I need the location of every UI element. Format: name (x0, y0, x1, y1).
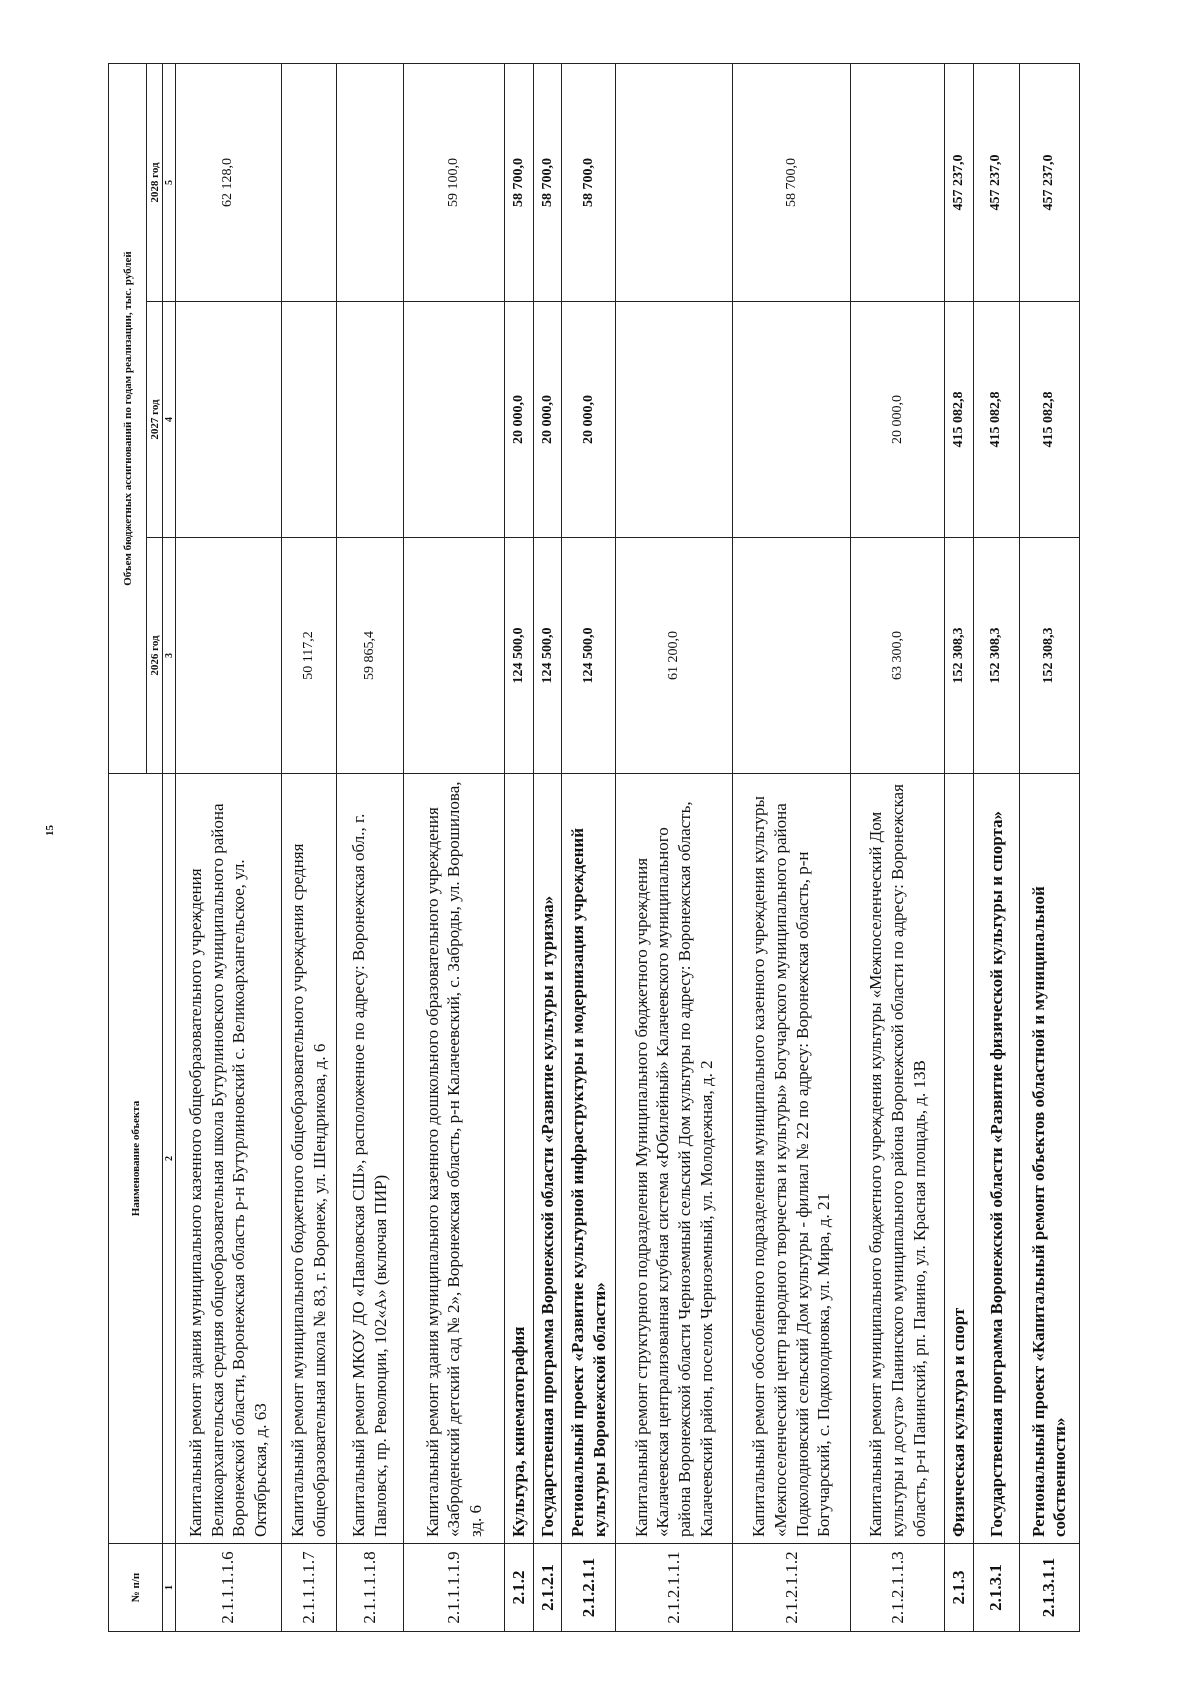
index-cell: 4 (163, 302, 176, 538)
table-row (733, 64, 850, 1632)
row-value-2028: 58 700,0 (533, 64, 562, 302)
table-row (533, 64, 562, 1632)
row-number: 2.1.1.1.1.7 (281, 1544, 336, 1632)
row-value-2028 (850, 64, 944, 302)
row-value-2027 (615, 302, 732, 538)
row-value-2028: 58 700,0 (505, 64, 534, 302)
row-value-2027 (733, 302, 850, 538)
row-value-2026: 124 500,0 (562, 538, 616, 774)
index-cell: 3 (163, 538, 176, 774)
row-number: 2.1.1.1.1.9 (404, 1544, 505, 1632)
table-row (505, 64, 534, 1632)
row-name: Государственная программа Воронежской области «Развитие физической культуры и спорта» (973, 774, 1019, 1544)
row-value-2026: 152 308,3 (945, 538, 974, 774)
row-number: 2.1.3.1.1 (1019, 1544, 1079, 1632)
row-value-2027 (176, 302, 282, 538)
table-row (562, 64, 616, 1632)
row-value-2027: 20 000,0 (562, 302, 616, 538)
table-row (1019, 64, 1079, 1632)
row-number: 2.1.2 (505, 1544, 534, 1632)
row-value-2027: 415 082,8 (973, 302, 1019, 538)
row-value-2028: 457 237,0 (1019, 64, 1079, 302)
header-year-2028: 2028 год (147, 64, 163, 302)
index-cell: 1 (163, 1544, 176, 1632)
row-value-2026: 124 500,0 (533, 538, 562, 774)
row-number: 2.1.2.1.1 (562, 1544, 616, 1632)
table-row (850, 64, 944, 1632)
row-value-2026: 50 117,2 (281, 538, 336, 774)
row-value-2026 (733, 538, 850, 774)
row-value-2027: 415 082,8 (1019, 302, 1079, 538)
index-cell: 5 (163, 64, 176, 302)
row-value-2026: 152 308,3 (1019, 538, 1079, 774)
row-name: Капитальный ремонт МКОУ ДО «Павловская СШ», расположенное по адресу: Воронежская обл., г. Павловск, пр. Революции, 102«А» (включая ПИР) (337, 774, 404, 1544)
row-value-2028: 58 700,0 (562, 64, 616, 302)
table-row (945, 64, 974, 1632)
row-name: Региональный проект «Капитальный ремонт объектов областной и муниципальной собственности» (1019, 774, 1079, 1544)
row-number: 2.1.2.1.1.2 (733, 1544, 850, 1632)
table-row (973, 64, 1019, 1632)
header-year-2027: 2027 год (147, 302, 163, 538)
row-number: 2.1.2.1.1.1 (615, 1544, 732, 1632)
row-number: 2.1.2.1 (533, 1544, 562, 1632)
row-number: 2.1.3.1 (973, 1544, 1019, 1632)
row-value-2026: 152 308,3 (973, 538, 1019, 774)
row-name: Физическая культура и спорт (945, 774, 974, 1544)
row-value-2028 (337, 64, 404, 302)
row-name: Государственная программа Воронежской области «Развитие культуры и туризма» (533, 774, 562, 1544)
row-value-2027: 415 082,8 (945, 302, 974, 538)
page-number: 15 (44, 825, 56, 836)
row-value-2026: 61 200,0 (615, 538, 732, 774)
header-name: Наименование объекта (109, 774, 163, 1544)
row-value-2026 (176, 538, 282, 774)
budget-table (108, 63, 1080, 1632)
table-row (615, 64, 732, 1632)
row-value-2026: 63 300,0 (850, 538, 944, 774)
row-name: Капитальный ремонт здания муниципального казенного дошкольного образовательного учреждения «Забродeнский детский сад № 2», Воронежская область, р-н Калачеевский, с. Заброды, ул. Ворошилова, зд. 6 (404, 774, 505, 1544)
row-name: Региональный проект «Развитие культурной инфраструктуры и модернизация учреждений культуры Воронежской области» (562, 774, 616, 1544)
row-name: Капитальный ремонт муниципального бюджетного общеобразовательного учреждения средняя общеобразовательная школа № 83, г. Воронеж, ул. Шендрикова, д. 6 (281, 774, 336, 1544)
row-value-2028: 457 237,0 (973, 64, 1019, 302)
row-value-2027: 20 000,0 (505, 302, 534, 538)
row-name: Капитальный ремонт обособленного подразделения муниципального казенного учреждения культуры «Межпоселенческий центр народного творчества и культуры» Богучарского муниципального района Подколодновский сельский Дом культуры - филиал № 22 по адресу: Воронежская область, р-н Богучарский, с. Подколодновка, ул. Мира, д. 21 (733, 774, 850, 1544)
row-number: 2.1.3 (945, 1544, 974, 1632)
row-name: Капитальный ремонт муниципального бюджетного учреждения культуры «Межпоселенческий Дом культуры и досуга» Панинского муниципального района Воронежской области по адресу: Воронежская область, р-н Панинский, рп. Панино, ул. Красная площадь, д. 13В (850, 774, 944, 1544)
header-volume: Объем бюджетных ассигнований по годам реализации, тыс. рублей (109, 64, 147, 774)
header-no: № п/п (109, 1544, 163, 1632)
row-number: 2.1.1.1.1.8 (337, 1544, 404, 1632)
row-value-2027: 20 000,0 (533, 302, 562, 538)
table-row (281, 64, 336, 1632)
row-value-2026: 59 865,4 (337, 538, 404, 774)
row-value-2026 (404, 538, 505, 774)
header-year-2026: 2026 год (147, 538, 163, 774)
row-value-2028: 457 237,0 (945, 64, 974, 302)
row-value-2028 (281, 64, 336, 302)
row-number: 2.1.1.1.1.6 (176, 1544, 282, 1632)
table-row (337, 64, 404, 1632)
table-row (404, 64, 505, 1632)
index-cell: 2 (163, 774, 176, 1544)
row-value-2028: 62 128,0 (176, 64, 282, 302)
row-name: Капитальный ремонт здания муниципального казенного общеобразовательного учреждения Великоархангельская средняя общеобразовательная школа Бутурлиновского муниципального района Воронежской области, Воронежская область р-н Бутурлиновский с. Великоархангельское, ул. Октябрьская, д. 63 (176, 774, 282, 1544)
row-value-2027 (281, 302, 336, 538)
row-name: Капитальный ремонт структурного подразделения Муниципального бюджетного учреждения «Калачеевская централизованная клубная система «Юбилейный» Калачеевского муниципального района Воронежской области Черноземный сельский Дом культуры по адресу: Воронежская область, Калачеевский район, поселок Черноземный, ул. Молодежная, д. 2 (615, 774, 732, 1544)
row-value-2027 (337, 302, 404, 538)
row-name: Культура, кинематография (505, 774, 534, 1544)
row-value-2027: 20 000,0 (850, 302, 944, 538)
row-number: 2.1.2.1.1.3 (850, 1544, 944, 1632)
row-value-2028: 59 100,0 (404, 64, 505, 302)
row-value-2028 (615, 64, 732, 302)
row-value-2027 (404, 302, 505, 538)
row-value-2028: 58 700,0 (733, 64, 850, 302)
table-body (176, 64, 1080, 1632)
row-value-2026: 124 500,0 (505, 538, 534, 774)
rotated-table-wrapper (108, 64, 1080, 1632)
table-row (176, 64, 282, 1632)
